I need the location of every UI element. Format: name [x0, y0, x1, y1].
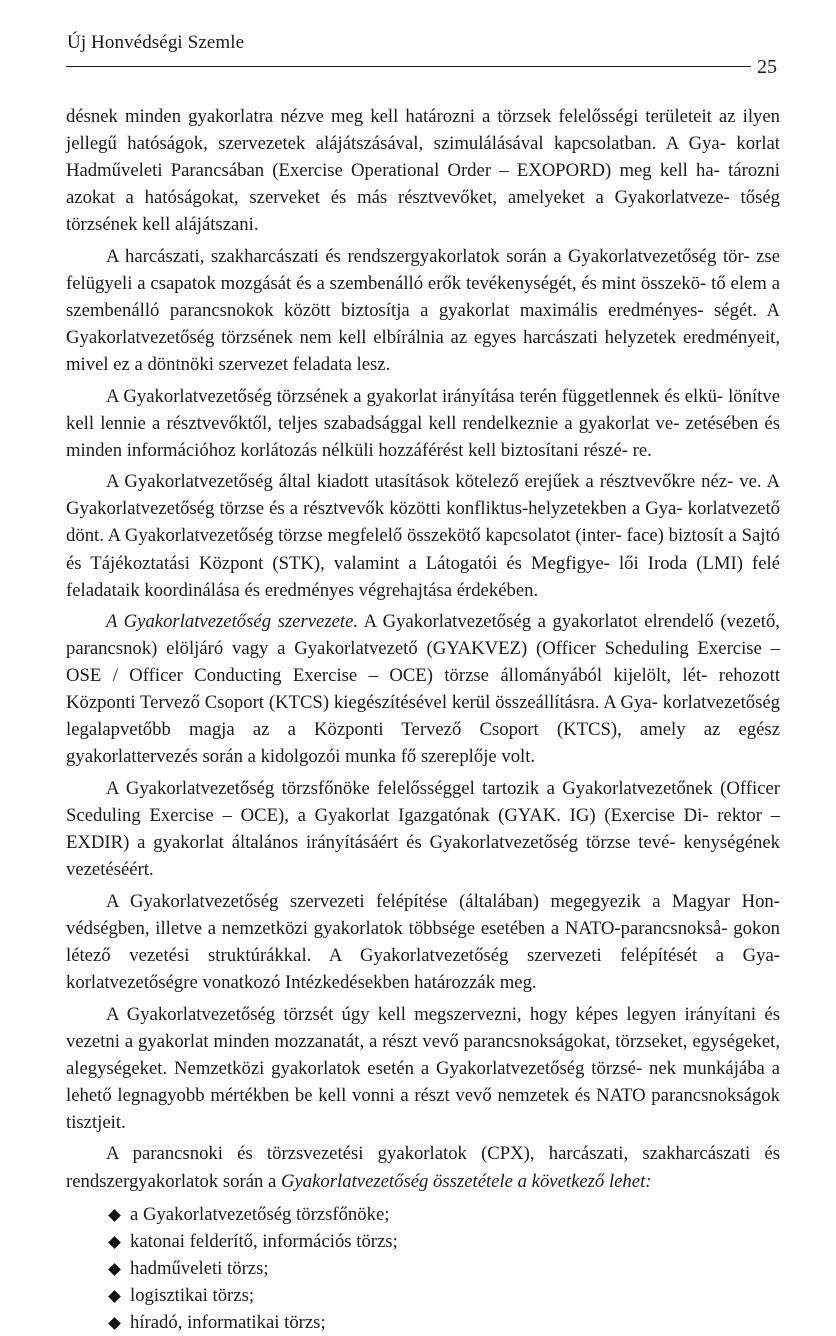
text-line: Exercise – OSE / Officer Conducting Exercise – OCE) törzse állományából kijelölt, lét-: [66, 638, 780, 687]
list-item: [66, 1309, 780, 1336]
list-item-text: híradó, informatikai törzs;: [130, 1311, 326, 1333]
paragraph-5: [66, 608, 780, 770]
diamond-bullet-icon: [108, 1290, 121, 1303]
text-line: A Gyakorlatvezetőség törzsének a gyakorlat irányítása terén függetlennek és elkü-: [106, 385, 724, 407]
text-line: A parancsnoki és törzsvezetési gyakorlatok (CPX), harcászati, szakharcászati és: [106, 1143, 780, 1165]
text-line: gokon létező vezetési struktúrákkal. A Gyakorlatvezetőség szervezeti felépítését a Gya-: [66, 917, 780, 966]
list-item-text: logisztikai törzs;: [130, 1284, 255, 1306]
paragraph-7: [66, 888, 780, 996]
text-line: védségben, illetve a nemzetközi gyakorlatok többsége esetében a NATO-parancsnokså-: [66, 917, 728, 939]
text-line: ve. A Gyakorlatvezetőség törzse és a résztvevők közötti konfliktus-helyzetekben a Gya-: [66, 471, 780, 520]
diamond-bullet-icon: [108, 1317, 121, 1330]
paragraph-2: [66, 243, 780, 378]
list-item-text: katonai felderítő, információs törzs;: [130, 1230, 398, 1252]
diamond-bullet-icon: [108, 1236, 121, 1249]
text-line: egységeket, alegységeket. Nemzetközi gyakorlatok esetén a Gyakorlatvezetőség törzsé-: [66, 1030, 781, 1079]
text-line: A Gyakorlatvezetőség szervezeti felépítése (általában) megegyezik a Magyar Hon-: [106, 890, 780, 912]
text-line: rektor – EXDIR) a gyakorlat általános irányításáért és Gyakorlatvezetőség törzse tevé-: [66, 805, 780, 854]
header-rule: [66, 66, 751, 67]
text-line: rendszergyakorlatok során a: [66, 1170, 281, 1192]
text-line: egész gyakorlattervezés során a kidolgozói munka fő szereplője volt.: [66, 719, 780, 768]
text-line: A harcászati, szakharcászati és rendszergyakorlatok során a Gyakorlatvezetőség tör-: [106, 245, 750, 267]
text-line: tározni azokat a hatóságokat, szerveket és más résztvevőket, amelyeket a Gyakorlatveze-: [66, 160, 780, 209]
paragraph-8: [66, 1001, 780, 1136]
text-line: korlat Hadműveleti Parancsában (Exercise Operational Order – EXOPORD) meg kell ha-: [66, 133, 780, 182]
text-line: (vezető, parancsnok) elöljáró vagy a Gyakorlatvezető (GYAKVEZ) (Officer Scheduling: [66, 611, 780, 660]
diamond-bullet-icon: [108, 1263, 121, 1276]
text-line: re.: [632, 439, 652, 461]
text-line: face) biztosít a Sajtó és Tájékoztatási Központ (STK), valamint a Látogatói és Megfigye-: [66, 525, 780, 574]
text-line: nek munkájába a lehető legnagyobb mértékben be kell vonni a részt vevő nemzetek és: [66, 1057, 781, 1106]
text-line: korlatvezetőségre vonatkozó Intézkedésekben határozzák meg.: [66, 972, 537, 994]
list-item-text: a Gyakorlatvezetőség törzsfőnöke;: [130, 1203, 390, 1225]
text-line: A Gyakorlatvezetőség törzsfőnöke felelősséggel tartozik a Gyakorlatvezetőnek: [106, 778, 713, 800]
body-text: [66, 103, 780, 1336]
list-item-text: hadműveleti törzs;: [130, 1257, 269, 1279]
paragraph-1: [66, 103, 780, 238]
paragraph-4: [66, 468, 780, 603]
text-line: (Officer Sceduling Exercise – OCE), a Gyakorlat Igazgatónak (GYAK. IG) (Exercise Di-: [66, 778, 781, 827]
journal-title: Új Honvédségi Szemle: [67, 32, 245, 53]
text-line: A Gyakorlatvezetőség a gyakorlatot elrendelő: [358, 611, 714, 633]
text-line: rehozott Központi Tervező Csoport (KTCS) kiegészítésével kerül összeállításra. A Gya-: [66, 665, 781, 714]
composition-list: [66, 1201, 780, 1336]
text-line: zse felügyeli a csapatok mozgását és a szembenálló erők tevékenységét, és mint összekö-: [66, 245, 780, 294]
page-number: 25: [757, 56, 777, 78]
list-item: [66, 1201, 780, 1228]
list-item: [66, 1228, 780, 1255]
text-line: lönítve kell lennie a résztvevőktől, teljes szabadsággal kell rendelkeznie a gyakorlat ve-: [66, 385, 781, 434]
text-line: A Gyakorlatvezetőség által kiadott utasítások kötelező erejűek a résztvevőkre néz-: [106, 471, 734, 493]
text-line: désnek minden gyakorlatra nézve meg kell határozni a törzsek felelősségi területeit az: [66, 106, 736, 127]
text-line: tőség törzsének kell alájátszani.: [66, 187, 780, 236]
text-line: ilyen jellegű hatóságok, szervezetek alájátszásával, szimulálásával kapcsolatban. A Gya-: [66, 106, 780, 155]
diamond-bullet-icon: [108, 1209, 121, 1222]
list-item: [66, 1282, 780, 1309]
text-line: korlatvezető dönt. A Gyakorlatvezetőség törzse megfelelő összekötő kapcsolatot (inter-: [66, 498, 780, 547]
text-line: lői Iroda (LMI) felé feladataik koordinálása és eredményes végrehajtása érdekében.: [66, 552, 781, 601]
text-line: eredményeit, mivel ez a döntnöki szervezet feladata lesz.: [66, 326, 781, 376]
text-line: és vezetni a gyakorlat minden mozzanatát, a részt vevő parancsnokságokat, törzseket,: [66, 1003, 780, 1052]
text-line: NATO parancsnokságok tisztjeit.: [66, 1084, 780, 1133]
text-line: kenységének vezetéséért.: [66, 832, 780, 881]
list-intro-italic: Gyakorlatvezetőség összetétele a következő lehet:: [281, 1170, 652, 1192]
text-line: tő elem a szembenálló parancsnokok között biztosítja a gyakorlat maximális eredményes-: [66, 272, 780, 321]
text-line: zetésében és minden információhoz korlátozás nélküli hozzáférést kell biztosítani részé-: [66, 412, 780, 461]
text-line: A Gyakorlatvezetőség törzsét úgy kell megszervezni, hogy képes legyen irányítani: [106, 1003, 757, 1025]
text-line: ségét. A Gyakorlatvezetőség törzsének nem kell elbírálnia az egyes harcászati helyzetek: [66, 299, 780, 348]
list-item: [66, 1255, 780, 1282]
section-lead-italic: A Gyakorlatvezetőség szervezete.: [106, 611, 359, 633]
paragraph-3: [66, 383, 780, 464]
paragraph-6: [66, 775, 780, 883]
paragraph-9: [66, 1140, 780, 1194]
text-line: korlatvezetőség legalapvetőbb magja az a Központi Tervező Csoport (KTCS), amely az: [66, 692, 781, 741]
